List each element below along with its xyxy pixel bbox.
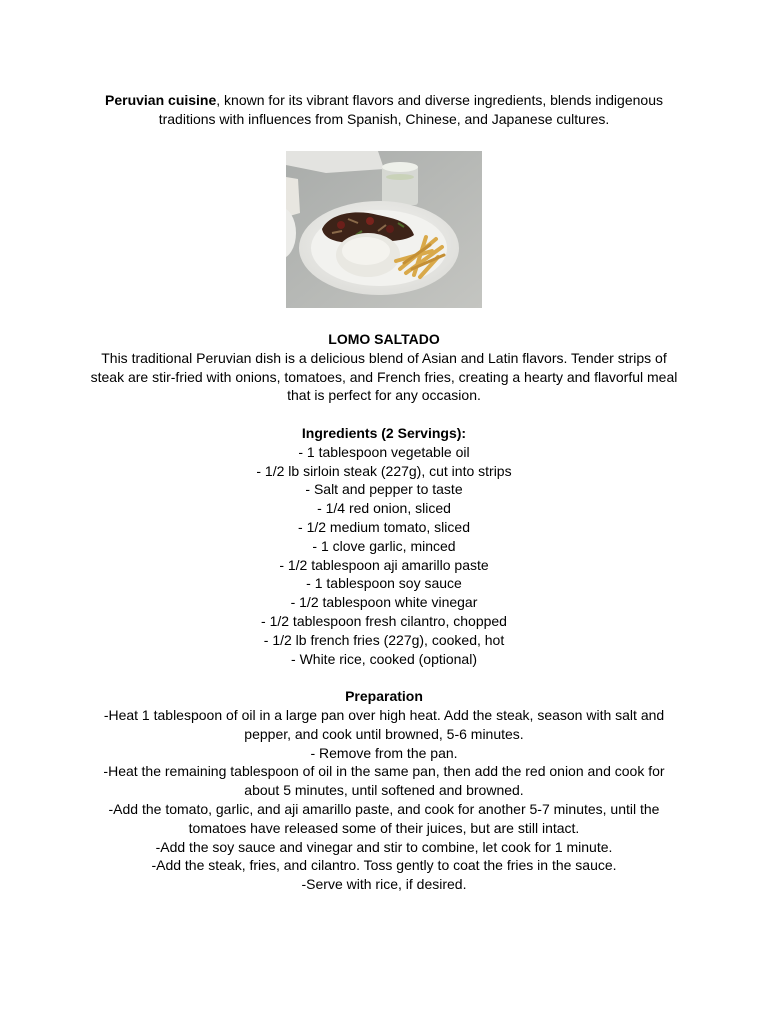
preparation-step: -Heat the remaining tablespoon of oil in the same pan, then add the red onion and cook for about 5 minutes, until softened and browned. [103,763,665,799]
ingredient-item: - 1/2 lb sirloin steak (227g), cut into strips [256,462,512,479]
preparation-step: -Serve with rice, if desired. [301,876,467,893]
ingredient-item: - White rice, cooked (optional) [291,650,477,667]
intro-bold-term: Peruvian cuisine [105,92,217,108]
ingredient-item: - 1/2 lb french fries (227g), cooked, hot [263,631,505,648]
preparation-steps [86,706,682,894]
ingredient-item: - Salt and pepper to taste [305,481,463,498]
ingredient-item: - 1/2 tablespoon white vinegar [290,594,478,611]
ingredients-list [86,443,682,669]
ingredient-item: - 1/2 tablespoon aji amarillo paste [279,556,489,573]
preparation-step: -Add the steak, fries, and cilantro. Toss gently to coat the fries in the sauce. [151,857,617,874]
preparation-step: -Add the tomato, garlic, and aji amarillo paste, and cook for another 5-7 minutes, until the tomatoes have released some of their juices, but are still intact. [108,800,660,836]
recipe-title: LOMO SALTADO [328,331,440,347]
preparation-step: - Remove from the pan. [310,744,458,761]
ingredient-item: - 1 tablespoon soy sauce [306,575,462,592]
preparation-step: -Add the soy sauce and vinegar and stir to combine, let cook for 1 minute. [155,838,613,855]
intro-paragraph [96,91,672,129]
ingredients-heading: Ingredients (2 Servings): [301,424,467,441]
ingredient-item: - 1/4 red onion, sliced [317,500,451,517]
intro-text: , known for its vibrant flavors and diverse ingredients, blends indigenous traditions with influences from Spanish, Chinese, and Japanese cultures. [158,92,663,127]
ingredient-item: - 1/2 tablespoon fresh cilantro, chopped [261,612,507,629]
lomo-saltado-photo [286,151,482,308]
recipe-section [86,330,682,894]
recipe-description: This traditional Peruvian dish is a delicious blend of Asian and Latin flavors. Tender strips of steak are stir-fried with onions, tomatoes, and French fries, creating a hearty and flavorful meal that is perfect for any occasion. [90,349,678,404]
preparation-step: -Heat 1 tablespoon of oil in a large pan over high heat. Add the steak, season with salt and pepper, and cook until browned, 5-6 minutes. [103,706,665,742]
preparation-heading: Preparation [345,688,423,705]
ingredient-item: - 1 tablespoon vegetable oil [298,443,470,460]
ingredient-item: - 1/2 medium tomato, sliced [298,518,470,535]
spacer [86,405,682,424]
dish-illustration [286,151,482,308]
ingredient-item: - 1 clove garlic, minced [312,537,456,554]
spacer [86,668,682,687]
